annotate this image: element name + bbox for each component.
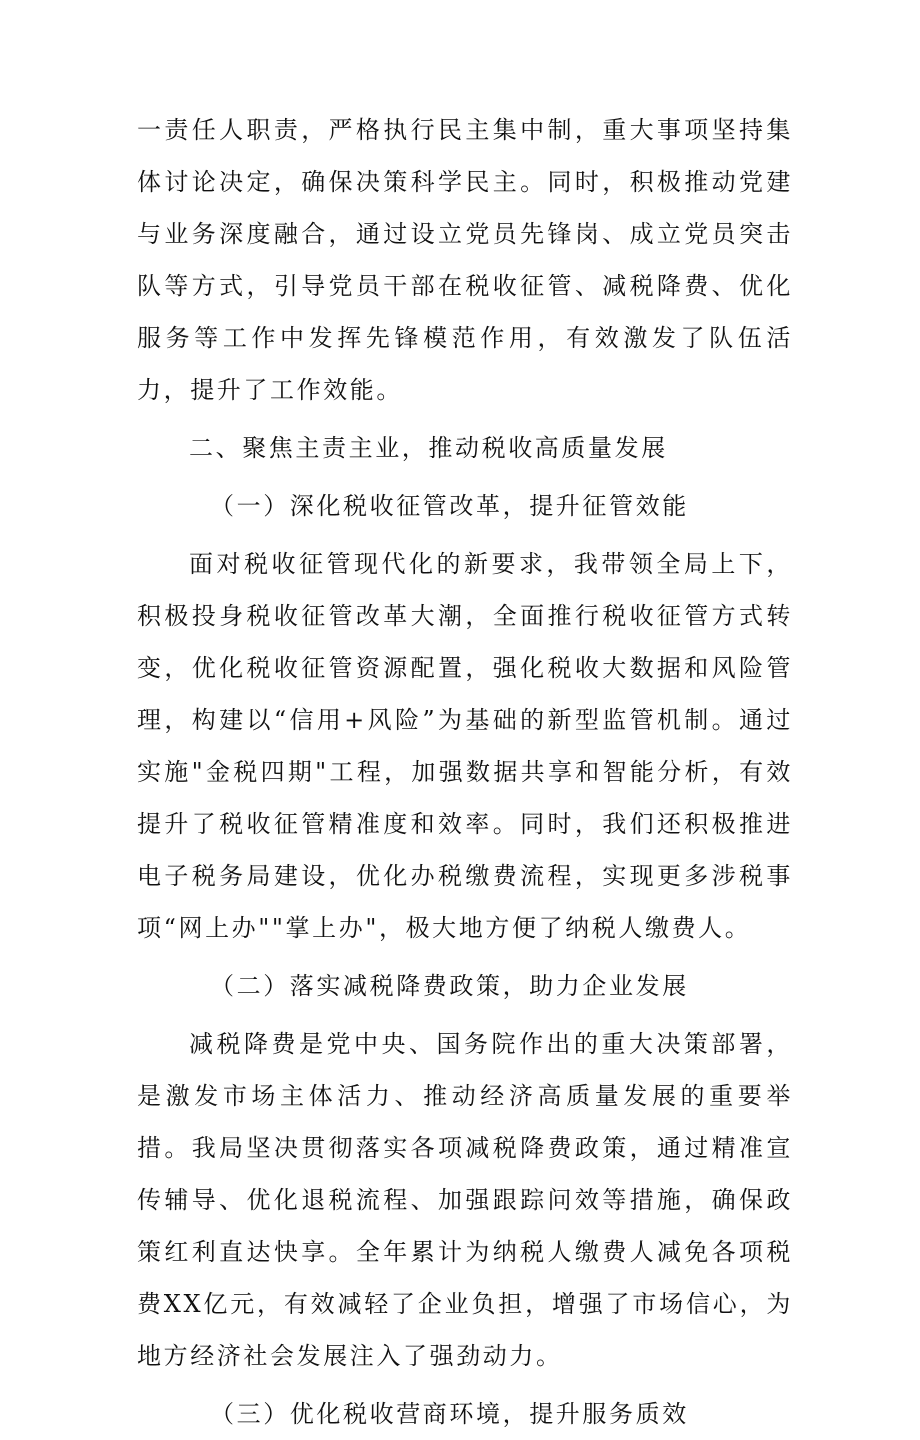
paragraph-tax-reform: 面对税收征管现代化的新要求，我带领全局上下，积极投身税收征管改革大潮，全面推行税收征管方式转变，优化税收征管资源配置，强化税收大数据和风险管理，构建以“信用+风险”为基础的新型监管机制。通过实施"金税四期"工程，加强数据共享和智能分析，有效提升了税收征管精准度和效率。同时，我们还积极推进电子税务局建设，优化办税缴费流程，实现更多涉税事项“网上办""掌上办"，极大地方便了纳税人缴费人。 bbox=[137, 550, 793, 942]
document-body bbox=[137, 104, 793, 1440]
subheading-2: （二）落实减税降费政策，助力企业发展 bbox=[210, 972, 689, 1000]
subheading-3: （三）优化税收营商环境，提升服务质效 bbox=[210, 1400, 689, 1428]
paragraph-party-building: 一责任人职责，严格执行民主集中制，重大事项坚持集体讨论决定，确保决策科学民主。同时，积极推动党建与业务深度融合，通过设立党员先锋岗、成立党员突击队等方式，引导党员干部在税收征管、减税降费、优化服务等工作中发挥先锋模范作用，有效激发了队伍活力，提升了工作效能。 bbox=[137, 116, 793, 404]
subheading-1: （一）深化税收征管改革，提升征管效能 bbox=[210, 492, 689, 520]
section-heading-2: 二、聚焦主责主业，推动税收高质量发展 bbox=[189, 434, 668, 462]
paragraph-tax-cut: 减税降费是党中央、国务院作出的重大决策部署，是激发市场主体活力、推动经济高质量发展的重要举措。我局坚决贯彻落实各项减税降费政策，通过精准宣传辅导、优化退税流程、加强跟踪问效等措施，确保政策红利直达快享。全年累计为纳税人缴费人减免各项税费XX亿元，有效减轻了企业负担，增强了市场信心，为地方经济社会发展注入了强劲动力。 bbox=[137, 1030, 793, 1370]
